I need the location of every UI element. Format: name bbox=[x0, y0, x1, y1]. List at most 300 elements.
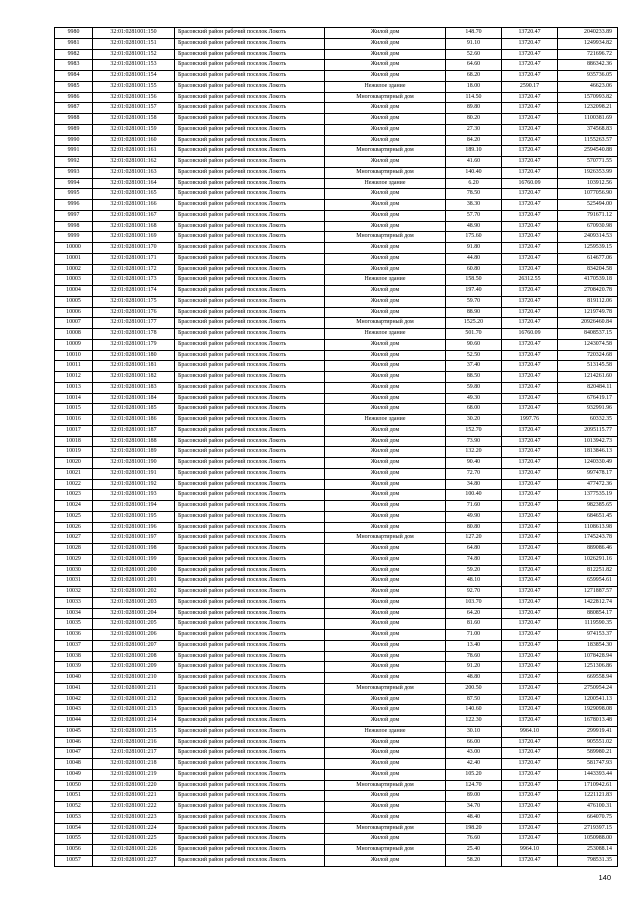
table-row bbox=[55, 565, 618, 576]
table-row bbox=[55, 350, 618, 361]
table-row bbox=[55, 716, 618, 727]
cell-row-number: 10008 bbox=[55, 329, 93, 340]
table-row bbox=[55, 60, 618, 71]
cell-cadastral-number: 32:01:0281001:210 bbox=[93, 673, 175, 684]
cell-cadastral-number: 32:01:0281001:182 bbox=[93, 372, 175, 383]
table-row bbox=[55, 146, 618, 157]
cell-cadastral-value: 1221121.83 bbox=[558, 791, 618, 802]
cell-unit-value: 13720.47 bbox=[502, 307, 558, 318]
cell-cadastral-value: 2409314.53 bbox=[558, 232, 618, 243]
cell-object-type: Жилой дом bbox=[325, 135, 446, 146]
cell-cadastral-value: 935736.05 bbox=[558, 71, 618, 82]
cell-row-number: 9998 bbox=[55, 221, 93, 232]
cell-area: 76.60 bbox=[446, 834, 502, 845]
cell-address: Брасовский район рабочий поселок Локоть bbox=[175, 576, 325, 587]
cell-row-number: 9982 bbox=[55, 49, 93, 60]
table-row bbox=[55, 210, 618, 221]
cell-unit-value: 13720.47 bbox=[502, 286, 558, 297]
cell-unit-value: 13720.47 bbox=[502, 372, 558, 383]
cell-cadastral-number: 32:01:0281001:195 bbox=[93, 511, 175, 522]
cell-unit-value: 13720.47 bbox=[502, 28, 558, 39]
cell-area: 68.20 bbox=[446, 71, 502, 82]
cell-object-type: Жилой дом bbox=[325, 791, 446, 802]
cell-area: 34.70 bbox=[446, 802, 502, 813]
cell-cadastral-value: 2708420.78 bbox=[558, 286, 618, 297]
cell-row-number: 10047 bbox=[55, 748, 93, 759]
cell-row-number: 9994 bbox=[55, 178, 93, 189]
table-row bbox=[55, 307, 618, 318]
cell-row-number: 10051 bbox=[55, 791, 93, 802]
cell-unit-value: 9964.10 bbox=[502, 845, 558, 856]
cell-object-type: Жилой дом bbox=[325, 114, 446, 125]
cell-unit-value: 13720.47 bbox=[502, 587, 558, 598]
cell-object-type: Жилой дом bbox=[325, 38, 446, 49]
cell-area: 18.00 bbox=[446, 81, 502, 92]
cell-cadastral-number: 32:01:0281001:193 bbox=[93, 490, 175, 501]
cell-unit-value: 13720.47 bbox=[502, 511, 558, 522]
cell-cadastral-number: 32:01:0281001:188 bbox=[93, 436, 175, 447]
cell-cadastral-number: 32:01:0281001:184 bbox=[93, 393, 175, 404]
cell-address: Брасовский район рабочий поселок Локоть bbox=[175, 597, 325, 608]
cell-area: 140.40 bbox=[446, 167, 502, 178]
cell-cadastral-value: 1100381.69 bbox=[558, 114, 618, 125]
table-row bbox=[55, 683, 618, 694]
cell-object-type: Жилой дом bbox=[325, 189, 446, 200]
cell-address: Брасовский район рабочий поселок Локоть bbox=[175, 415, 325, 426]
cell-object-type: Жилой дом bbox=[325, 243, 446, 254]
cell-cadastral-number: 32:01:0281001:154 bbox=[93, 71, 175, 82]
cell-cadastral-number: 32:01:0281001:186 bbox=[93, 415, 175, 426]
cell-row-number: 9985 bbox=[55, 81, 93, 92]
cell-cadastral-value: 1026291.16 bbox=[558, 554, 618, 565]
cell-cadastral-number: 32:01:0281001:199 bbox=[93, 554, 175, 565]
cell-cadastral-number: 32:01:0281001:169 bbox=[93, 232, 175, 243]
cell-cadastral-value: 570771.55 bbox=[558, 157, 618, 168]
table-row bbox=[55, 296, 618, 307]
cell-row-number: 10024 bbox=[55, 501, 93, 512]
cell-address: Брасовский район рабочий поселок Локоть bbox=[175, 339, 325, 350]
cell-cadastral-value: 659954.61 bbox=[558, 576, 618, 587]
table-row bbox=[55, 823, 618, 834]
table-row bbox=[55, 124, 618, 135]
cell-cadastral-number: 32:01:0281001:223 bbox=[93, 812, 175, 823]
cell-unit-value: 13720.47 bbox=[502, 103, 558, 114]
cell-cadastral-number: 32:01:0281001:179 bbox=[93, 339, 175, 350]
cell-row-number: 9997 bbox=[55, 210, 93, 221]
cell-unit-value: 13720.47 bbox=[502, 361, 558, 372]
cell-unit-value: 13720.47 bbox=[502, 157, 558, 168]
cell-cadastral-number: 32:01:0281001:189 bbox=[93, 447, 175, 458]
table-row bbox=[55, 662, 618, 673]
cell-object-type: Жилой дом bbox=[325, 468, 446, 479]
cell-unit-value: 13720.47 bbox=[502, 296, 558, 307]
cell-object-type: Жилой дом bbox=[325, 372, 446, 383]
cell-object-type: Жилой дом bbox=[325, 253, 446, 264]
cell-unit-value: 13720.47 bbox=[502, 458, 558, 469]
cell-object-type: Жилой дом bbox=[325, 802, 446, 813]
cell-row-number: 9981 bbox=[55, 38, 93, 49]
cell-address: Брасовский район рабочий поселок Локоть bbox=[175, 425, 325, 436]
cell-area: 87.50 bbox=[446, 694, 502, 705]
table-row bbox=[55, 71, 618, 82]
cell-cadastral-value: 664070.75 bbox=[558, 812, 618, 823]
table-row bbox=[55, 845, 618, 856]
cell-row-number: 10023 bbox=[55, 490, 93, 501]
cell-area: 58.20 bbox=[446, 855, 502, 866]
cell-cadastral-value: 1108613.98 bbox=[558, 522, 618, 533]
cell-cadastral-number: 32:01:0281001:163 bbox=[93, 167, 175, 178]
cell-object-type: Многоквартирный дом bbox=[325, 146, 446, 157]
cell-row-number: 10041 bbox=[55, 683, 93, 694]
table-row bbox=[55, 544, 618, 555]
cell-cadastral-number: 32:01:0281001:151 bbox=[93, 38, 175, 49]
cell-unit-value: 13720.47 bbox=[502, 737, 558, 748]
cell-object-type: Жилой дом bbox=[325, 393, 446, 404]
cell-object-type: Жилой дом bbox=[325, 339, 446, 350]
cell-cadastral-value: 1200541.13 bbox=[558, 694, 618, 705]
cell-unit-value: 13720.47 bbox=[502, 791, 558, 802]
cell-unit-value: 13720.47 bbox=[502, 705, 558, 716]
cell-object-type: Жилой дом bbox=[325, 769, 446, 780]
cell-address: Брасовский район рабочий поселок Локоть bbox=[175, 318, 325, 329]
cell-address: Брасовский район рабочий поселок Локоть bbox=[175, 404, 325, 415]
table-row bbox=[55, 243, 618, 254]
cell-object-type: Многоквартирный дом bbox=[325, 823, 446, 834]
cell-address: Брасовский район рабочий поселок Локоть bbox=[175, 178, 325, 189]
cell-cadastral-number: 32:01:0281001:183 bbox=[93, 382, 175, 393]
cell-cadastral-value: 791671.12 bbox=[558, 210, 618, 221]
cell-address: Брасовский район рабочий поселок Локоть bbox=[175, 769, 325, 780]
cell-row-number: 10015 bbox=[55, 404, 93, 415]
cell-unit-value: 13720.47 bbox=[502, 576, 558, 587]
cell-cadastral-number: 32:01:0281001:205 bbox=[93, 619, 175, 630]
cell-cadastral-number: 32:01:0281001:204 bbox=[93, 608, 175, 619]
cell-area: 42.40 bbox=[446, 759, 502, 770]
cell-area: 92.70 bbox=[446, 587, 502, 598]
cell-cadastral-value: 60332.35 bbox=[558, 415, 618, 426]
table-row bbox=[55, 812, 618, 823]
cell-unit-value: 13720.47 bbox=[502, 716, 558, 727]
cell-row-number: 10048 bbox=[55, 759, 93, 770]
cell-unit-value: 13720.47 bbox=[502, 92, 558, 103]
table-row bbox=[55, 501, 618, 512]
cell-cadastral-number: 32:01:0281001:197 bbox=[93, 533, 175, 544]
cell-address: Брасовский район рабочий поселок Локоть bbox=[175, 264, 325, 275]
cell-row-number: 10022 bbox=[55, 479, 93, 490]
cell-area: 127.20 bbox=[446, 533, 502, 544]
cell-area: 37.40 bbox=[446, 361, 502, 372]
cell-cadastral-value: 1219749.78 bbox=[558, 307, 618, 318]
cell-cadastral-value: 513145.58 bbox=[558, 361, 618, 372]
table-row bbox=[55, 780, 618, 791]
cell-unit-value: 13720.47 bbox=[502, 382, 558, 393]
cell-row-number: 10012 bbox=[55, 372, 93, 383]
table-row bbox=[55, 511, 618, 522]
cell-area: 132.20 bbox=[446, 447, 502, 458]
cell-cadastral-number: 32:01:0281001:215 bbox=[93, 726, 175, 737]
table-row bbox=[55, 436, 618, 447]
cell-address: Брасовский район рабочий поселок Локоть bbox=[175, 726, 325, 737]
cell-address: Брасовский район рабочий поселок Локоть bbox=[175, 737, 325, 748]
cell-address: Брасовский район рабочий поселок Локоть bbox=[175, 630, 325, 641]
cell-object-type: Жилой дом bbox=[325, 49, 446, 60]
cell-unit-value: 13720.47 bbox=[502, 243, 558, 254]
cell-unit-value: 13720.47 bbox=[502, 264, 558, 275]
cell-object-type: Жилой дом bbox=[325, 834, 446, 845]
cell-cadastral-number: 32:01:0281001:177 bbox=[93, 318, 175, 329]
cell-row-number: 10030 bbox=[55, 565, 93, 576]
cell-address: Брасовский район рабочий поселок Локоть bbox=[175, 49, 325, 60]
cell-unit-value: 13720.47 bbox=[502, 501, 558, 512]
cell-cadastral-number: 32:01:0281001:216 bbox=[93, 737, 175, 748]
cell-cadastral-number: 32:01:0281001:153 bbox=[93, 60, 175, 71]
cell-cadastral-value: 880854.17 bbox=[558, 608, 618, 619]
cell-object-type: Нежилое здание bbox=[325, 81, 446, 92]
cell-object-type: Нежилое здание bbox=[325, 726, 446, 737]
cell-cadastral-value: 1013942.73 bbox=[558, 436, 618, 447]
cell-address: Брасовский район рабочий поселок Локоть bbox=[175, 533, 325, 544]
cell-unit-value: 13720.47 bbox=[502, 640, 558, 651]
cell-cadastral-value: 374568.83 bbox=[558, 124, 618, 135]
cell-unit-value: 13720.47 bbox=[502, 823, 558, 834]
cell-area: 100.40 bbox=[446, 490, 502, 501]
cell-object-type: Жилой дом bbox=[325, 619, 446, 630]
cell-address: Брасовский район рабочий поселок Локоть bbox=[175, 372, 325, 383]
cell-row-number: 10001 bbox=[55, 253, 93, 264]
table-row bbox=[55, 404, 618, 415]
cell-object-type: Жилой дом bbox=[325, 694, 446, 705]
cell-cadastral-value: 819112.06 bbox=[558, 296, 618, 307]
cell-area: 72.70 bbox=[446, 468, 502, 479]
cell-cadastral-value: 669558.94 bbox=[558, 673, 618, 684]
cell-unit-value: 13720.47 bbox=[502, 210, 558, 221]
table-row bbox=[55, 802, 618, 813]
cell-area: 66.00 bbox=[446, 737, 502, 748]
cell-address: Брасовский район рабочий поселок Локоть bbox=[175, 694, 325, 705]
cell-cadastral-value: 721696.72 bbox=[558, 49, 618, 60]
cell-cadastral-value: 20926460.84 bbox=[558, 318, 618, 329]
cell-cadastral-number: 32:01:0281001:172 bbox=[93, 264, 175, 275]
cell-unit-value: 13720.47 bbox=[502, 694, 558, 705]
cell-area: 38.30 bbox=[446, 200, 502, 211]
cell-cadastral-number: 32:01:0281001:156 bbox=[93, 92, 175, 103]
cell-unit-value: 13720.47 bbox=[502, 759, 558, 770]
cell-address: Брасовский район рабочий поселок Локоть bbox=[175, 705, 325, 716]
cell-cadastral-number: 32:01:0281001:187 bbox=[93, 425, 175, 436]
cell-row-number: 10036 bbox=[55, 630, 93, 641]
cell-object-type: Жилой дом bbox=[325, 716, 446, 727]
cell-object-type: Многоквартирный дом bbox=[325, 167, 446, 178]
cell-object-type: Жилой дом bbox=[325, 103, 446, 114]
cell-area: 43.00 bbox=[446, 748, 502, 759]
table-row bbox=[55, 135, 618, 146]
cell-cadastral-value: 905551.02 bbox=[558, 737, 618, 748]
cell-row-number: 9988 bbox=[55, 114, 93, 125]
cell-object-type: Нежилое здание bbox=[325, 415, 446, 426]
cell-cadastral-number: 32:01:0281001:226 bbox=[93, 845, 175, 856]
table-row bbox=[55, 608, 618, 619]
cell-unit-value: 13720.47 bbox=[502, 554, 558, 565]
cell-address: Брасовский район рабочий поселок Локоть bbox=[175, 640, 325, 651]
table-row bbox=[55, 49, 618, 60]
table-row bbox=[55, 522, 618, 533]
table-row bbox=[55, 726, 618, 737]
cell-address: Брасовский район рабочий поселок Локоть bbox=[175, 716, 325, 727]
cell-cadastral-number: 32:01:0281001:171 bbox=[93, 253, 175, 264]
table-row bbox=[55, 382, 618, 393]
cell-unit-value: 13720.47 bbox=[502, 651, 558, 662]
cell-cadastral-number: 32:01:0281001:221 bbox=[93, 791, 175, 802]
cell-cadastral-number: 32:01:0281001:201 bbox=[93, 576, 175, 587]
cell-area: 73.90 bbox=[446, 436, 502, 447]
cell-cadastral-number: 32:01:0281001:220 bbox=[93, 780, 175, 791]
cell-row-number: 10003 bbox=[55, 275, 93, 286]
cell-unit-value: 13720.47 bbox=[502, 479, 558, 490]
cell-object-type: Жилой дом bbox=[325, 71, 446, 82]
cell-unit-value: 13720.47 bbox=[502, 812, 558, 823]
cell-cadastral-number: 32:01:0281001:211 bbox=[93, 683, 175, 694]
cell-cadastral-number: 32:01:0281001:191 bbox=[93, 468, 175, 479]
cell-area: 34.80 bbox=[446, 479, 502, 490]
cell-address: Брасовский район рабочий поселок Локоть bbox=[175, 834, 325, 845]
cell-cadastral-number: 32:01:0281001:208 bbox=[93, 651, 175, 662]
cell-cadastral-number: 32:01:0281001:176 bbox=[93, 307, 175, 318]
cell-unit-value: 13720.47 bbox=[502, 232, 558, 243]
cell-row-number: 10057 bbox=[55, 855, 93, 866]
table-row bbox=[55, 318, 618, 329]
cell-row-number: 10028 bbox=[55, 544, 93, 555]
cell-object-type: Жилой дом bbox=[325, 490, 446, 501]
cell-area: 48.10 bbox=[446, 576, 502, 587]
cell-address: Брасовский район рабочий поселок Локоть bbox=[175, 780, 325, 791]
cell-cadastral-value: 525494.00 bbox=[558, 200, 618, 211]
cell-unit-value: 13720.47 bbox=[502, 404, 558, 415]
cell-cadastral-number: 32:01:0281001:219 bbox=[93, 769, 175, 780]
cell-row-number: 10011 bbox=[55, 361, 93, 372]
cell-cadastral-value: 1240330.49 bbox=[558, 458, 618, 469]
table-row bbox=[55, 447, 618, 458]
cell-address: Брасовский район рабочий поселок Локоть bbox=[175, 544, 325, 555]
cell-cadastral-number: 32:01:0281001:174 bbox=[93, 286, 175, 297]
cell-address: Брасовский район рабочий поселок Локоть bbox=[175, 103, 325, 114]
table-row bbox=[55, 769, 618, 780]
cell-object-type: Жилой дом bbox=[325, 221, 446, 232]
cell-object-type: Многоквартирный дом bbox=[325, 92, 446, 103]
cell-cadastral-value: 886342.36 bbox=[558, 60, 618, 71]
cell-area: 64.80 bbox=[446, 544, 502, 555]
cell-cadastral-value: 1077056.90 bbox=[558, 189, 618, 200]
registry-table-body bbox=[55, 28, 618, 867]
cell-cadastral-value: 1745243.78 bbox=[558, 533, 618, 544]
cell-object-type: Жилой дом bbox=[325, 855, 446, 866]
cell-cadastral-number: 32:01:0281001:192 bbox=[93, 479, 175, 490]
cell-cadastral-value: 46623.06 bbox=[558, 81, 618, 92]
table-row bbox=[55, 275, 618, 286]
cell-object-type: Жилой дом bbox=[325, 640, 446, 651]
cell-object-type: Жилой дом bbox=[325, 565, 446, 576]
cell-address: Брасовский район рабочий поселок Локоть bbox=[175, 38, 325, 49]
cell-address: Брасовский район рабочий поселок Локоть bbox=[175, 608, 325, 619]
cell-unit-value: 13720.47 bbox=[502, 167, 558, 178]
cell-row-number: 10052 bbox=[55, 802, 93, 813]
table-row bbox=[55, 103, 618, 114]
cell-address: Брасовский район рабочий поселок Локоть bbox=[175, 275, 325, 286]
cell-object-type: Жилой дом bbox=[325, 458, 446, 469]
cell-address: Брасовский район рабочий поселок Локоть bbox=[175, 673, 325, 684]
cell-unit-value: 13720.47 bbox=[502, 436, 558, 447]
cell-row-number: 10007 bbox=[55, 318, 93, 329]
cell-area: 30.10 bbox=[446, 726, 502, 737]
cell-row-number: 10050 bbox=[55, 780, 93, 791]
cell-address: Брасовский район рабочий поселок Локоть bbox=[175, 350, 325, 361]
cell-cadastral-value: 253088.14 bbox=[558, 845, 618, 856]
table-row bbox=[55, 81, 618, 92]
cell-object-type: Жилой дом bbox=[325, 673, 446, 684]
cell-row-number: 10031 bbox=[55, 576, 93, 587]
cell-cadastral-number: 32:01:0281001:202 bbox=[93, 587, 175, 598]
cell-address: Брасовский район рабочий поселок Локоть bbox=[175, 651, 325, 662]
cell-unit-value: 13720.47 bbox=[502, 447, 558, 458]
cell-area: 49.90 bbox=[446, 511, 502, 522]
cell-cadastral-value: 1710942.61 bbox=[558, 780, 618, 791]
cell-cadastral-value: 2594540.88 bbox=[558, 146, 618, 157]
cell-area: 48.40 bbox=[446, 812, 502, 823]
cell-cadastral-number: 32:01:0281001:213 bbox=[93, 705, 175, 716]
cell-object-type: Жилой дом bbox=[325, 608, 446, 619]
cell-cadastral-number: 32:01:0281001:222 bbox=[93, 802, 175, 813]
cell-cadastral-value: 476100.31 bbox=[558, 802, 618, 813]
cell-object-type: Жилой дом bbox=[325, 630, 446, 641]
cell-object-type: Жилой дом bbox=[325, 350, 446, 361]
cell-cadastral-value: 1422812.74 bbox=[558, 597, 618, 608]
cell-row-number: 10039 bbox=[55, 662, 93, 673]
cell-cadastral-value: 1214261.60 bbox=[558, 372, 618, 383]
cell-object-type: Жилой дом bbox=[325, 361, 446, 372]
cell-area: 122.30 bbox=[446, 716, 502, 727]
registry-table bbox=[54, 27, 618, 867]
cell-row-number: 10055 bbox=[55, 834, 93, 845]
table-row bbox=[55, 372, 618, 383]
cell-row-number: 10010 bbox=[55, 350, 93, 361]
cell-cadastral-value: 812251.82 bbox=[558, 565, 618, 576]
cell-area: 103.70 bbox=[446, 597, 502, 608]
cell-area: 148.70 bbox=[446, 28, 502, 39]
table-row bbox=[55, 253, 618, 264]
table-row bbox=[55, 415, 618, 426]
cell-row-number: 10000 bbox=[55, 243, 93, 254]
cell-area: 68.00 bbox=[446, 404, 502, 415]
table-row bbox=[55, 834, 618, 845]
cell-cadastral-number: 32:01:0281001:161 bbox=[93, 146, 175, 157]
cell-object-type: Жилой дом bbox=[325, 210, 446, 221]
cell-row-number: 10033 bbox=[55, 597, 93, 608]
cell-unit-value: 13720.47 bbox=[502, 71, 558, 82]
cell-address: Брасовский район рабочий поселок Локоть bbox=[175, 393, 325, 404]
cell-cadastral-value: 581747.93 bbox=[558, 759, 618, 770]
cell-object-type: Многоквартирный дом bbox=[325, 232, 446, 243]
cell-row-number: 10043 bbox=[55, 705, 93, 716]
cell-unit-value: 13720.47 bbox=[502, 135, 558, 146]
cell-object-type: Жилой дом bbox=[325, 425, 446, 436]
cell-cadastral-value: 1232098.21 bbox=[558, 103, 618, 114]
cell-row-number: 10029 bbox=[55, 554, 93, 565]
table-row bbox=[55, 587, 618, 598]
cell-address: Брасовский район рабочий поселок Локоть bbox=[175, 619, 325, 630]
cell-object-type: Жилой дом bbox=[325, 28, 446, 39]
cell-unit-value: 13720.47 bbox=[502, 318, 558, 329]
cell-area: 189.10 bbox=[446, 146, 502, 157]
cell-address: Брасовский район рабочий поселок Локоть bbox=[175, 436, 325, 447]
